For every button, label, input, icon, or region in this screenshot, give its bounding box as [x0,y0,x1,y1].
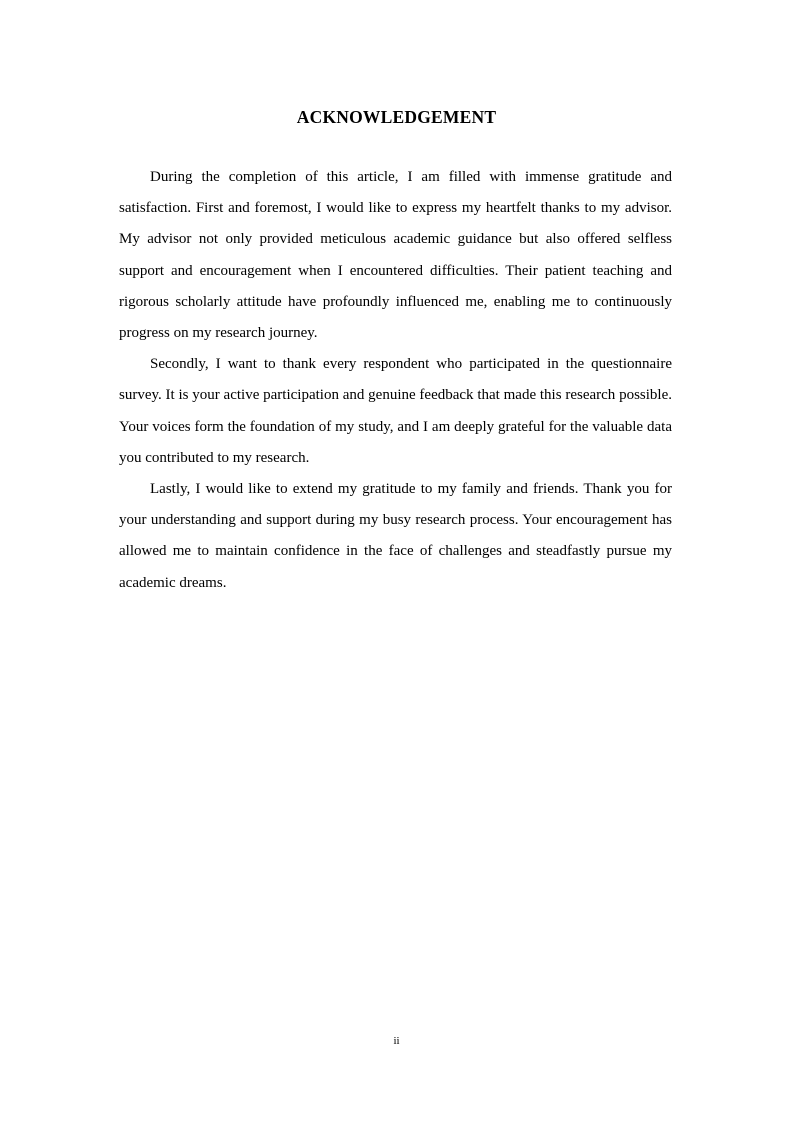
paragraph-family-friends: Lastly, I would like to extend my gratitude to my family and friends. Thank you for your understanding and support during my busy research process. Your encouragement has allowed me to maintain confidence in the face of challenges and steadfastly pursue my academic dreams. [119,481,672,591]
page-number: ii [393,1035,400,1047]
acknowledgement-body [119,162,672,599]
paragraph-advisor: During the completion of this article, I am filled with immense gratitude and satisfaction. First and foremost, I would like to express my heartfelt thanks to my advisor. My advisor not only provided meticulous academic guidance but also offered selfless support and encouragement when I encountered difficulties. Their patient teaching and rigorous scholarly attitude have profoundly influenced me, enabling me to continuously progress on my research journey. [119,169,672,342]
paragraph-respondents: Secondly, I want to thank every respondent who participated in the questionnaire survey. It is your active participation and genuine feedback that made this research possible. Your voices form the foundation of my study, and I am deeply grateful for the valuable data you contributed to my research. [119,356,672,466]
page-title: ACKNOWLEDGEMENT [296,107,497,127]
